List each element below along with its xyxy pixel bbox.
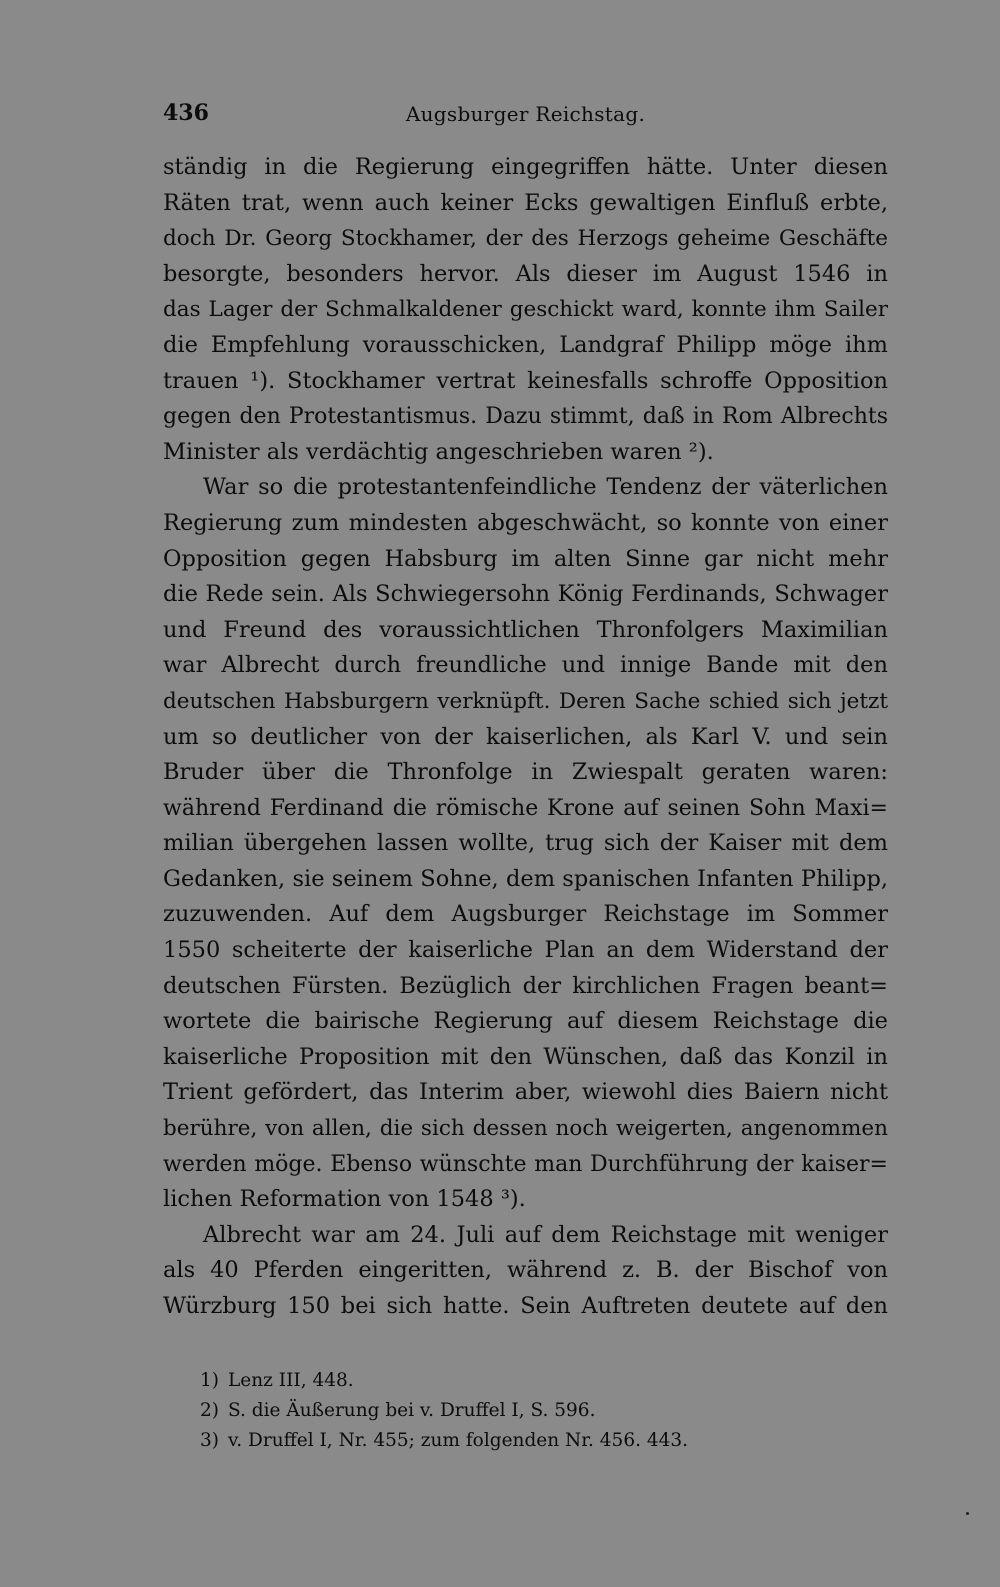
footnote-text: v. Druffel I, Nr. 455; zum folgenden Nr. 456. 443. [228, 1430, 689, 1451]
text-line: deutschen Habsburgern verknüpft. Deren Sache schied sich jetzt [163, 688, 888, 714]
text-line: milian übergehen lassen wollte, trug sich der Kaiser mit dem [163, 830, 888, 857]
text-line: Würzburg 150 bei sich hatte. Sein Auftreten deutete auf den [163, 1293, 888, 1319]
text-line: die Empfehlung vorausschicken, Landgraf Philipp möge ihm [163, 331, 888, 358]
text-line: 1550 scheiterte der kaiserliche Plan an dem Widerstand der [163, 937, 888, 964]
page-number: 436 [163, 100, 209, 126]
running-title: Augsburger Reichstag. [405, 102, 646, 126]
text-line: Trient gefördert, das Interim aber, wiewohl dies Baiern nicht [163, 1079, 888, 1106]
footnote-text: S. die Äußerung bei v. Druffel I, S. 596. [228, 1400, 596, 1421]
text-line: berühre, von allen, die sich dessen noch weigerten, angenommen [163, 1116, 888, 1142]
text-line: war Albrecht durch freundliche und innige Bande mit den [163, 652, 888, 679]
text-line: die Rede sein. Als Schwiegersohn König Ferdinands, Schwager [163, 581, 888, 608]
text-line: zuzuwenden. Auf dem Augsburger Reichstage im Sommer [163, 901, 888, 928]
body-text [163, 150, 888, 1325]
text-line: lichen Reformation von 1548 ³). [163, 1186, 526, 1213]
footnote-number: 1) [200, 1370, 219, 1391]
text-line: Bruder über die Thronfolge in Zwiespalt geraten waren: [163, 759, 888, 786]
text-line: Opposition gegen Habsburg im alten Sinne gar nicht mehr [163, 545, 888, 572]
text-line: doch Dr. Georg Stockhamer, der des Herzogs geheime Geschäfte [163, 226, 888, 252]
text-line: Gedanken, sie seinem Sohne, dem spanischen Infanten Philipp, [163, 865, 888, 892]
text-line: besorgte, besonders hervor. Als dieser im August 1546 in [163, 260, 888, 287]
footnote [200, 1426, 850, 1456]
text-line: Minister als verdächtig angeschrieben waren ²). [163, 438, 714, 465]
text-line: werden möge. Ebenso wünschte man Durchführung der kaiser= [163, 1151, 888, 1177]
page-header [163, 100, 888, 136]
footnotes [200, 1366, 850, 1456]
text-line: während Ferdinand die römische Krone auf seinen Sohn Maxi= [163, 795, 888, 821]
text-line: trauen ¹). Stockhamer vertrat keinesfalls schroffe Opposition [163, 367, 888, 394]
footnote-text: Lenz III, 448. [228, 1370, 354, 1391]
text-line: wortete die bairische Regierung auf diesem Reichstage die [163, 1008, 888, 1035]
text-line: War so die protestantenfeindliche Tendenz der väterlichen [203, 474, 888, 501]
text-line: als 40 Pferden eingeritten, während z. B. der Bischof von [163, 1257, 888, 1284]
text-line: Räten trat, wenn auch keiner Ecks gewaltigen Einfluß erbte, [163, 189, 888, 216]
text-line: das Lager der Schmalkaldener geschickt ward, konnte ihm Sailer [163, 297, 888, 323]
footnote [200, 1396, 850, 1426]
footnote-number: 2) [200, 1400, 219, 1421]
text-line: um so deutlicher von der kaiserlichen, als Karl V. und sein [163, 723, 888, 750]
text-line: deutschen Fürsten. Bezüglich der kirchlichen Fragen beant= [163, 972, 888, 999]
text-line: Albrecht war am 24. Juli auf dem Reichstage mit weniger [203, 1221, 888, 1248]
footnote-number: 3) [200, 1430, 219, 1451]
text-line: kaiserliche Proposition mit den Wünschen, daß das Konzil in [163, 1043, 888, 1070]
footnote [200, 1366, 850, 1396]
text-line: gegen den Protestantismus. Dazu stimmt, daß in Rom Albrechts [163, 404, 888, 430]
text-line: Regierung zum mindesten abgeschwächt, so konnte von einer [163, 509, 888, 536]
text-line: und Freund des voraussichtlichen Thronfolgers Maximilian [163, 616, 888, 643]
scan-speck [966, 1512, 969, 1515]
text-line: ständig in die Regierung eingegriffen hätte. Unter diesen [163, 154, 888, 180]
